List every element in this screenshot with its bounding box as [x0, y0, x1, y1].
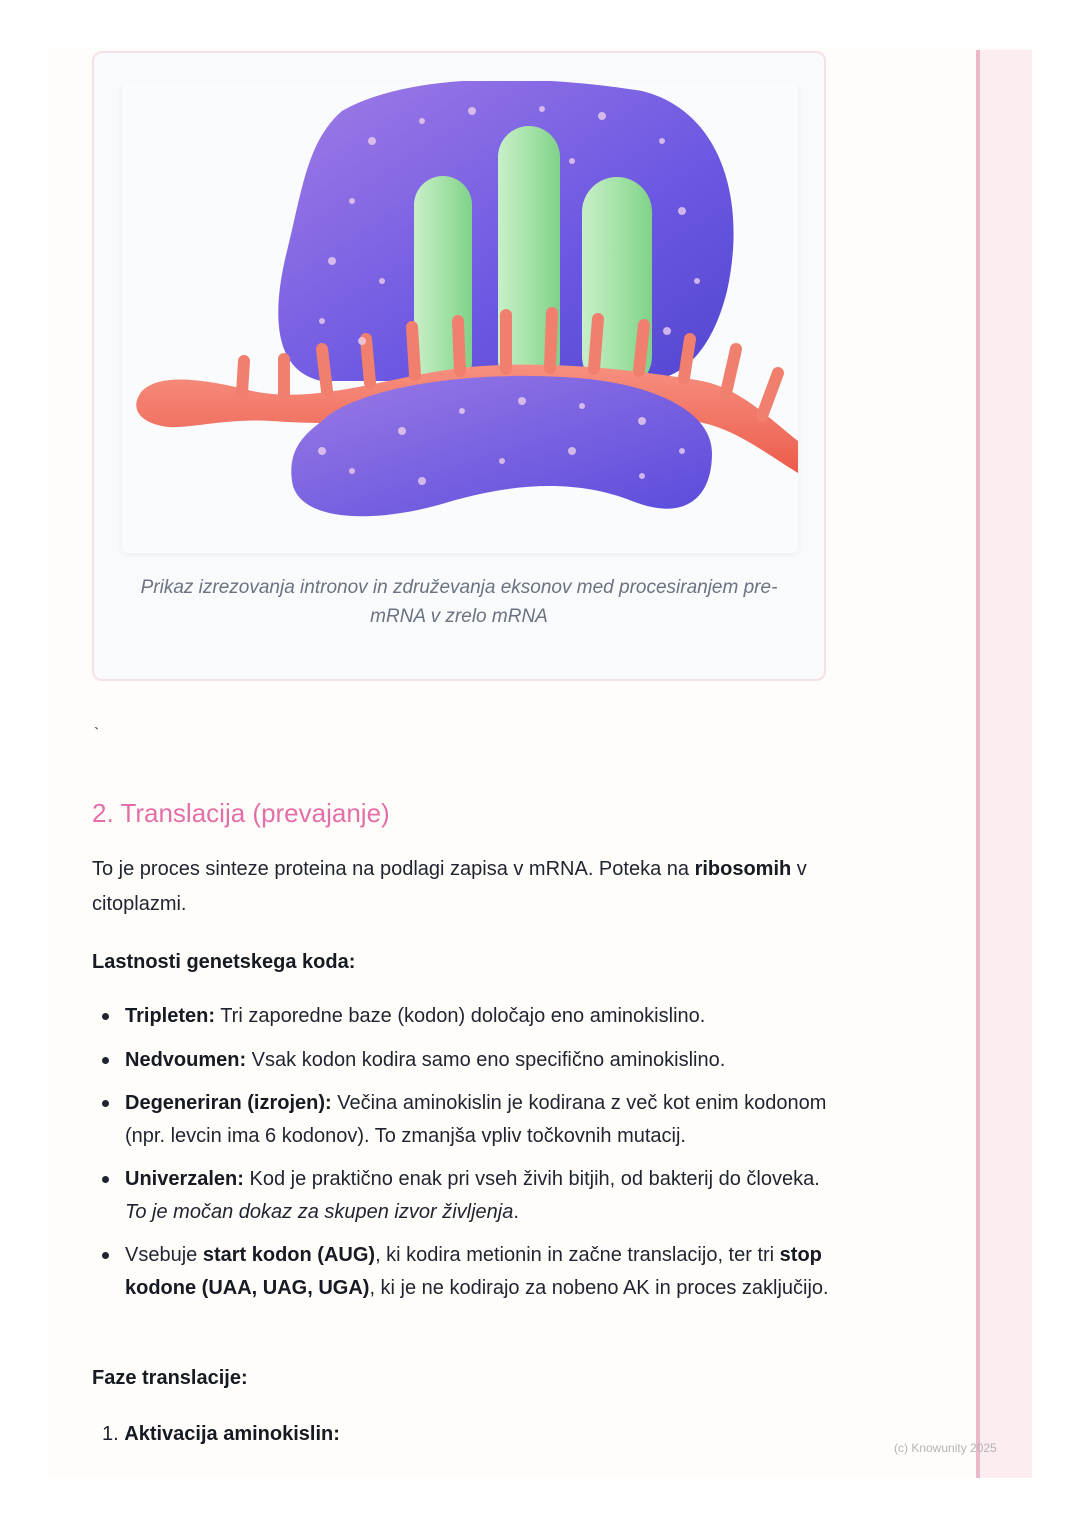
page-side-margin — [976, 50, 1032, 1478]
intro-bold-ribosomih: ribosomih — [694, 858, 792, 880]
section-heading: 2. Translacija (prevajanje) — [92, 798, 390, 828]
intro-text-end: v citoplazmi. — [92, 858, 807, 915]
list-item — [92, 1044, 832, 1077]
item-number: 1. — [102, 1423, 119, 1445]
properties-list — [92, 1000, 832, 1315]
description: Vsak kodon kodira samo eno specifično aminokislino. — [246, 1048, 726, 1071]
description: Vsebuje — [125, 1244, 203, 1266]
description: Tri zaporedne baze (kodon) določajo eno aminokislino. — [215, 1005, 706, 1027]
italic-note: To je močan dokaz za skupen izvor življenja — [125, 1200, 514, 1223]
intro-text: To je proces sinteze proteina na podlagi zapisa v mRNA. Poteka na — [92, 858, 695, 880]
term: Univerzalen: — [125, 1168, 244, 1190]
ribosome-illustration — [122, 81, 798, 553]
list-item — [92, 1163, 832, 1228]
start-codon: start kodon (AUG) — [202, 1244, 376, 1266]
description: Večina aminokislin je kodirana z več kot enim kodonom (npr. levcin ima 6 kodonov). To zmanjša vpliv točkovnih mutacij. — [125, 1092, 827, 1147]
figure-caption: Prikaz izrezovanja intronov in združevanja eksonov med procesiranjem pre-mRNA v zrelo mRNA — [140, 577, 778, 627]
stop-codons: stop kodone (UAA, UAG, UGA) — [125, 1244, 822, 1299]
phases-title: Faze translacije: — [92, 1367, 248, 1389]
list-item — [92, 1418, 340, 1450]
term: Nedvoumen: — [125, 1048, 247, 1071]
list-item — [92, 1000, 832, 1033]
description: Kod je praktično enak pri vseh živih bitjih, od bakterij do človeka. — [243, 1168, 820, 1190]
description: , ki je ne kodirajo za nobeno AK in proces zaključijo. — [369, 1276, 829, 1299]
copyright-footer: (c) Knowunity 2025 — [894, 1441, 997, 1455]
stray-backtick: ` — [94, 726, 100, 743]
figure-card — [92, 51, 826, 681]
properties-title: Lastnosti genetskega koda: — [92, 951, 356, 973]
list-item — [92, 1087, 832, 1152]
phase-label: Aktivacija aminokislin: — [124, 1423, 340, 1445]
intro-paragraph — [92, 852, 832, 922]
phases-list — [92, 1418, 340, 1450]
description: , ki kodira metionin in začne translacijo, ter tri — [375, 1244, 780, 1266]
term: Degeneriran (izrojen): — [125, 1092, 332, 1114]
term: Tripleten: — [125, 1005, 216, 1027]
punctuation: . — [513, 1200, 519, 1223]
list-item — [92, 1239, 832, 1304]
